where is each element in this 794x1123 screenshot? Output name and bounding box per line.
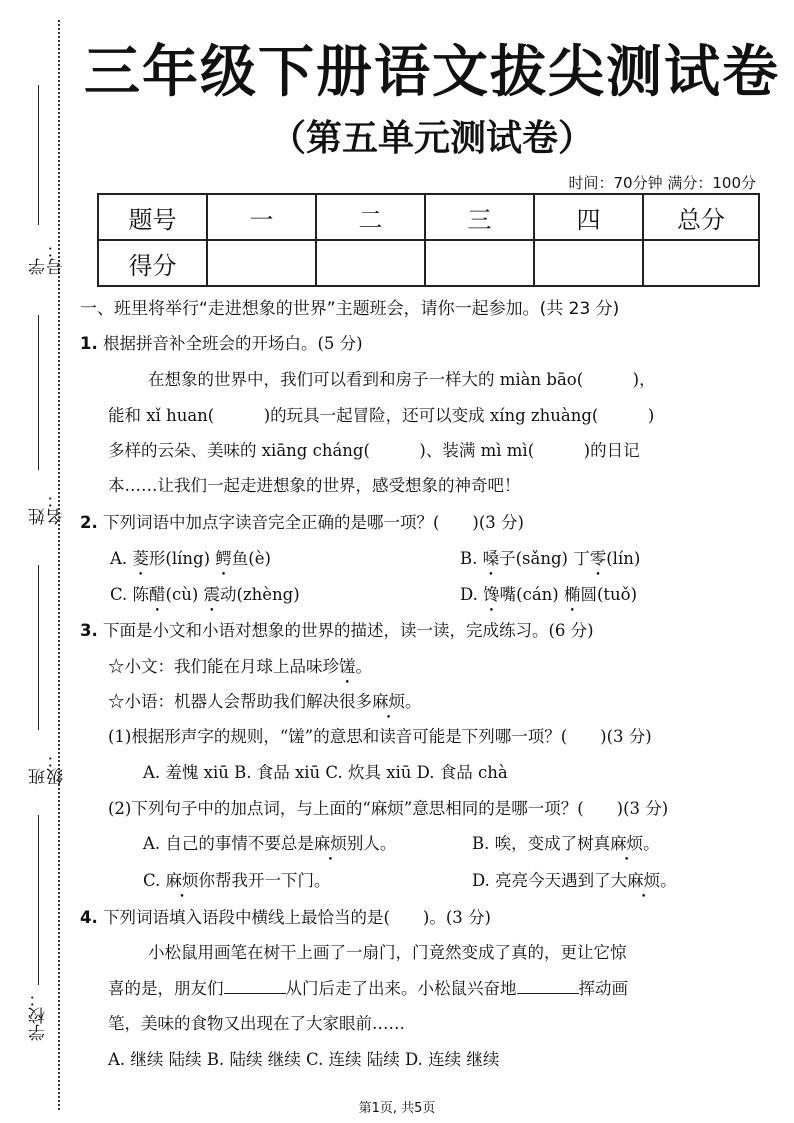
- q2-b-dotted-char2: 零: [589, 549, 607, 568]
- q4-passage-line-3: 笔，美味的食物又出现在了大家眼前……: [108, 1014, 405, 1033]
- q3-part2-option-b[interactable]: [472, 830, 660, 854]
- q2-a-dotted-char: 菱: [132, 549, 149, 568]
- name-field[interactable]: [18, 315, 67, 525]
- q4-number: 4.: [80, 908, 98, 927]
- q2-number: 2.: [80, 513, 98, 532]
- q4-options[interactable]: A. 继续 陆续 B. 陆续 继续 C. 连续 陆续 D. 连续 继续: [108, 1050, 500, 1069]
- name-label: 姓名：: [29, 491, 67, 525]
- q4-passage-line-2: [108, 975, 628, 999]
- q2-stem: [80, 509, 524, 533]
- q2-a-dotted-char2: 鳄: [215, 549, 232, 568]
- q3-part2-option-a[interactable]: [143, 830, 396, 854]
- q2-b-word2-start: 丁: [573, 549, 590, 568]
- score-header-cell: 一: [207, 194, 316, 240]
- student-id-field[interactable]: [18, 85, 67, 275]
- q4-l2-text-a: 喜的是，朋友们: [108, 979, 224, 998]
- page-title: 三年级下册语文拔尖测试卷: [84, 40, 780, 105]
- student-id-label: 学号：: [29, 241, 67, 275]
- q3-s2-dotted-word: 麻烦: [372, 692, 405, 711]
- q3-part2-option-c[interactable]: [143, 867, 331, 891]
- q2-b-word1: 子(sǎng): [499, 549, 574, 568]
- class-line[interactable]: [38, 565, 39, 730]
- q3-s2-end: 。: [405, 692, 422, 711]
- q3-stem-text: 下面是小文和小语对想象的世界的描述，读一读，完成练习。(6 分): [103, 621, 594, 640]
- q4-l2-text-c: 挥动画: [578, 979, 628, 998]
- score-table: [97, 193, 760, 287]
- q3-part1-options[interactable]: A. 羞愧 xiū B. 食品 xiū C. 炊具 xiū D. 食品 chà: [143, 763, 508, 782]
- q2-option-d[interactable]: [460, 581, 637, 605]
- q2-a-word2: 鱼(è): [231, 549, 271, 568]
- q3-part2-question: (2)下列句子中的加点词，与上面的“麻烦”意思相同的是哪一项？( )(3 分): [108, 799, 669, 818]
- q3-oa-text: A. 自己的事情不要总是: [143, 834, 314, 853]
- q2-d-dotted-char2: 椭: [563, 585, 581, 604]
- section1-title: 一、班里将举行“走进想象的世界”主题班会，请你一起参加。(共 23 分): [80, 299, 620, 319]
- score-header-cell: 四: [534, 194, 643, 240]
- school-field[interactable]: [18, 815, 58, 1045]
- score-cell[interactable]: [425, 240, 534, 286]
- q1-number: 1.: [80, 334, 98, 353]
- q3-ob-dotted-word: 麻烦: [610, 834, 644, 853]
- student-id-line[interactable]: [38, 85, 39, 225]
- q4-l2-text-b: 从门后走了出来。小松鼠兴奋地: [285, 979, 517, 998]
- score-header-cell: 题号: [98, 194, 207, 240]
- q3-od-text: D. 亮亮今天遇到了大: [472, 871, 628, 890]
- q3-ob-text: B. 唉，变成了树真: [472, 834, 611, 853]
- q3-part1-question: (1)根据形声字的规则，“馐”的意思和读音可能是下列哪一项？( )(3 分): [108, 727, 652, 746]
- q2-option-b[interactable]: [460, 545, 640, 569]
- q2-d-dotted-char: 馋: [483, 585, 500, 604]
- q2-d-letter: D.: [460, 585, 484, 604]
- q2-stem-text: 下列词语中加点字读音完全正确的是哪一项？( )(3 分): [103, 513, 524, 532]
- q2-d-word1: 嘴(cán): [499, 585, 564, 604]
- class-field[interactable]: [18, 565, 67, 785]
- score-cell[interactable]: [534, 240, 643, 286]
- q3-oc-letter: C.: [143, 871, 166, 890]
- q1-line-1: 在想象的世界中，我们可以看到和房子一样大的 miàn bāo( )，: [148, 370, 656, 389]
- school-label: 学校：: [29, 990, 49, 1041]
- q4-stem: [80, 904, 491, 928]
- q3-s1-dotted-char: 馐: [339, 657, 356, 676]
- q2-b-dotted-char: 嗓: [482, 549, 500, 568]
- q2-c-letter: C. 陈: [110, 585, 150, 604]
- binding-margin-line: [58, 20, 60, 1110]
- q1-line-2: 能和 xǐ huan( )的玩具一起冒险，还可以变成 xíng zhuàng( ): [108, 406, 655, 425]
- q2-b-word2: (lín): [606, 549, 641, 568]
- class-label: 班级：: [29, 751, 67, 785]
- q3-oa-dotted-word: 麻烦: [313, 834, 347, 853]
- school-line[interactable]: [38, 815, 39, 985]
- q1-stem: [80, 330, 363, 354]
- q4-blank-2[interactable]: [517, 979, 579, 994]
- q4-stem-text: 下列词语填入语段中横线上最恰当的是( )。(3 分): [103, 908, 491, 927]
- q3-od-dotted-word: 麻烦: [627, 871, 661, 890]
- q3-s1-end: 。: [355, 657, 372, 676]
- q4-blank-1[interactable]: [224, 979, 286, 994]
- score-cell[interactable]: [316, 240, 425, 286]
- q2-option-a[interactable]: [110, 545, 271, 569]
- q3-oc-text: 你帮我开一下门。: [198, 871, 331, 890]
- q3-number: 3.: [80, 621, 98, 640]
- q3-s1-text: ☆小文：我们能在月球上品味珍: [108, 657, 339, 676]
- q3-statement-xiaoyu: [108, 688, 422, 712]
- q3-s2-text: ☆小语：机器人会帮助我们解决很多: [108, 692, 372, 711]
- name-line[interactable]: [38, 315, 39, 470]
- q2-c-dotted-char2: 震: [203, 585, 221, 604]
- q2-d-word2: 圆(tuǒ): [580, 585, 638, 604]
- score-header-cell: 总分: [643, 194, 759, 240]
- score-table-score-row: [98, 240, 759, 286]
- q2-c-word2: 动(zhèng): [220, 585, 300, 604]
- time-info: 时间：70分钟 满分：100分: [568, 174, 756, 192]
- q3-part2-option-d[interactable]: [472, 867, 677, 891]
- page-footer: 第1页, 共5页: [358, 1101, 436, 1116]
- score-row-label: 得分: [98, 240, 207, 286]
- score-table-header-row: [98, 194, 759, 240]
- q2-a-letter: A.: [110, 549, 133, 568]
- q2-a-word1: 形(líng): [148, 549, 216, 568]
- q2-c-word1: (cù): [165, 585, 204, 604]
- page-subtitle: （第五单元测试卷）: [269, 118, 594, 159]
- q2-c-dotted-char: 醋: [149, 585, 166, 604]
- q3-statement-xiaowen: [108, 653, 372, 677]
- q3-stem: [80, 617, 594, 641]
- q1-line-3: 多样的云朵、美味的 xiāng cháng( )、装满 mì mì( )的日记: [108, 441, 640, 460]
- q3-oc-dotted-word: 麻烦: [165, 871, 199, 890]
- q1-stem-text: 根据拼音补全班会的开场白。(5 分): [103, 334, 363, 353]
- q3-od-end: 。: [660, 871, 677, 890]
- q4-passage-line-1: 小松鼠用画笔在树干上画了一扇门，门竟然变成了真的，更让它惊: [148, 943, 627, 962]
- q3-oa-end: 别人。: [346, 834, 397, 853]
- score-cell[interactable]: [207, 240, 316, 286]
- q2-b-letter: B.: [460, 549, 483, 568]
- score-cell[interactable]: [643, 240, 759, 286]
- q1-line-4: 本……让我们一起走进想象的世界，感受想象的神奇吧！: [108, 476, 521, 495]
- score-header-cell: 三: [425, 194, 534, 240]
- q3-ob-end: 。: [643, 834, 660, 853]
- score-header-cell: 二: [316, 194, 425, 240]
- q2-option-c[interactable]: [110, 581, 300, 605]
